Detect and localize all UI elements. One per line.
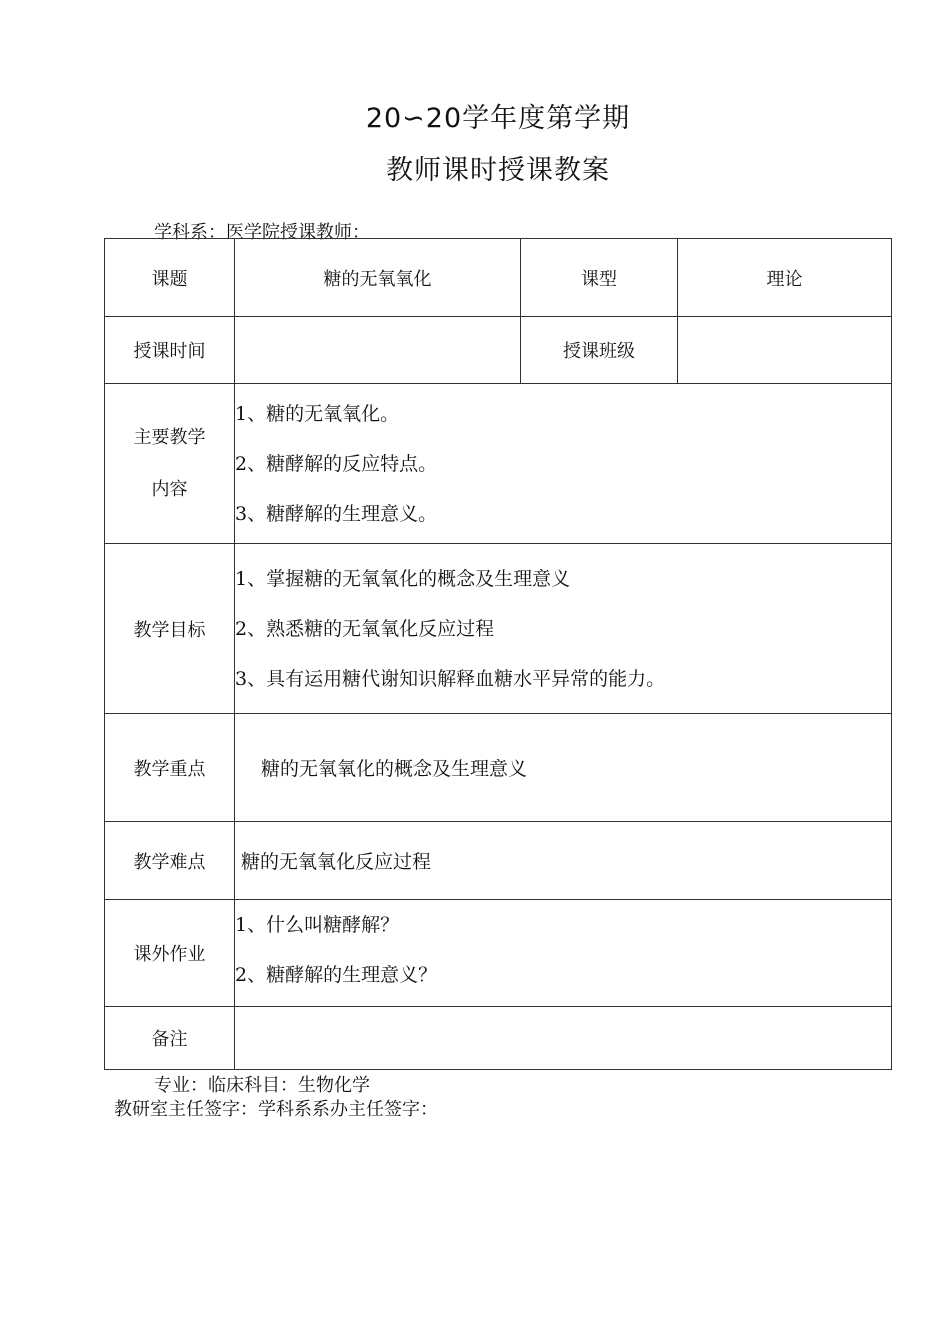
list-item: 1、掌握糖的无氧氧化的概念及生理意义 [235, 567, 571, 590]
topic-value: 糖的无氧氧化 [235, 239, 521, 317]
title-lesson-plan: 教师课时授课教案 [386, 155, 610, 186]
row-homework [105, 900, 892, 1007]
topic-label: 课题 [105, 239, 235, 317]
row-topic [105, 239, 892, 317]
time-value [235, 317, 521, 384]
class-value [678, 317, 892, 384]
homework-items [235, 900, 892, 1007]
remarks-label: 备注 [105, 1007, 235, 1070]
list-item: 2、糖酵解的反应特点。 [235, 452, 438, 475]
row-key-points [105, 714, 892, 822]
content-label [105, 384, 235, 544]
row-time-class [105, 317, 892, 384]
content-items [235, 384, 892, 544]
list-item: 1、什么叫糖酵解？ [235, 914, 400, 936]
list-item: 3、糖酵解的生理意义。 [235, 502, 438, 525]
row-goals [105, 544, 892, 714]
title-academic-term: 20∽20学年度第学期 [365, 103, 631, 134]
type-label: 课型 [521, 239, 678, 317]
content-label-line2: 内容 [151, 478, 188, 500]
row-remarks [105, 1007, 892, 1070]
key-value: 糖的无氧氧化的概念及生理意义 [235, 714, 892, 822]
homework-label: 课外作业 [105, 900, 235, 1007]
row-difficulty [105, 822, 892, 900]
list-item: 1、糖的无氧氧化。 [235, 402, 400, 425]
list-item: 3、具有运用糖代谢知识解释血糖水平异常的能力。 [235, 667, 666, 690]
row-main-content [105, 384, 892, 544]
class-label: 授课班级 [521, 317, 678, 384]
content-label-line1: 主要教学 [133, 426, 206, 448]
time-label: 授课时间 [105, 317, 235, 384]
lesson-plan-table [104, 238, 892, 1070]
difficulty-label: 教学难点 [105, 822, 235, 900]
key-label: 教学重点 [105, 714, 235, 822]
list-item: 2、熟悉糖的无氧氧化反应过程 [235, 617, 495, 640]
goals-items [235, 544, 892, 714]
goals-label: 教学目标 [105, 544, 235, 714]
major-subject-line: 专业：临床科目：生物化学 [154, 1075, 370, 1096]
signature-line: 教研室主任签字：学科系系办主任签字： [114, 1099, 438, 1120]
difficulty-value: 糖的无氧氧化反应过程 [235, 822, 892, 900]
type-value: 理论 [678, 239, 892, 317]
remarks-value [235, 1007, 892, 1070]
list-item: 2、糖酵解的生理意义？ [235, 964, 438, 986]
department-line: 学科系：医学院授课教师： [154, 222, 370, 243]
